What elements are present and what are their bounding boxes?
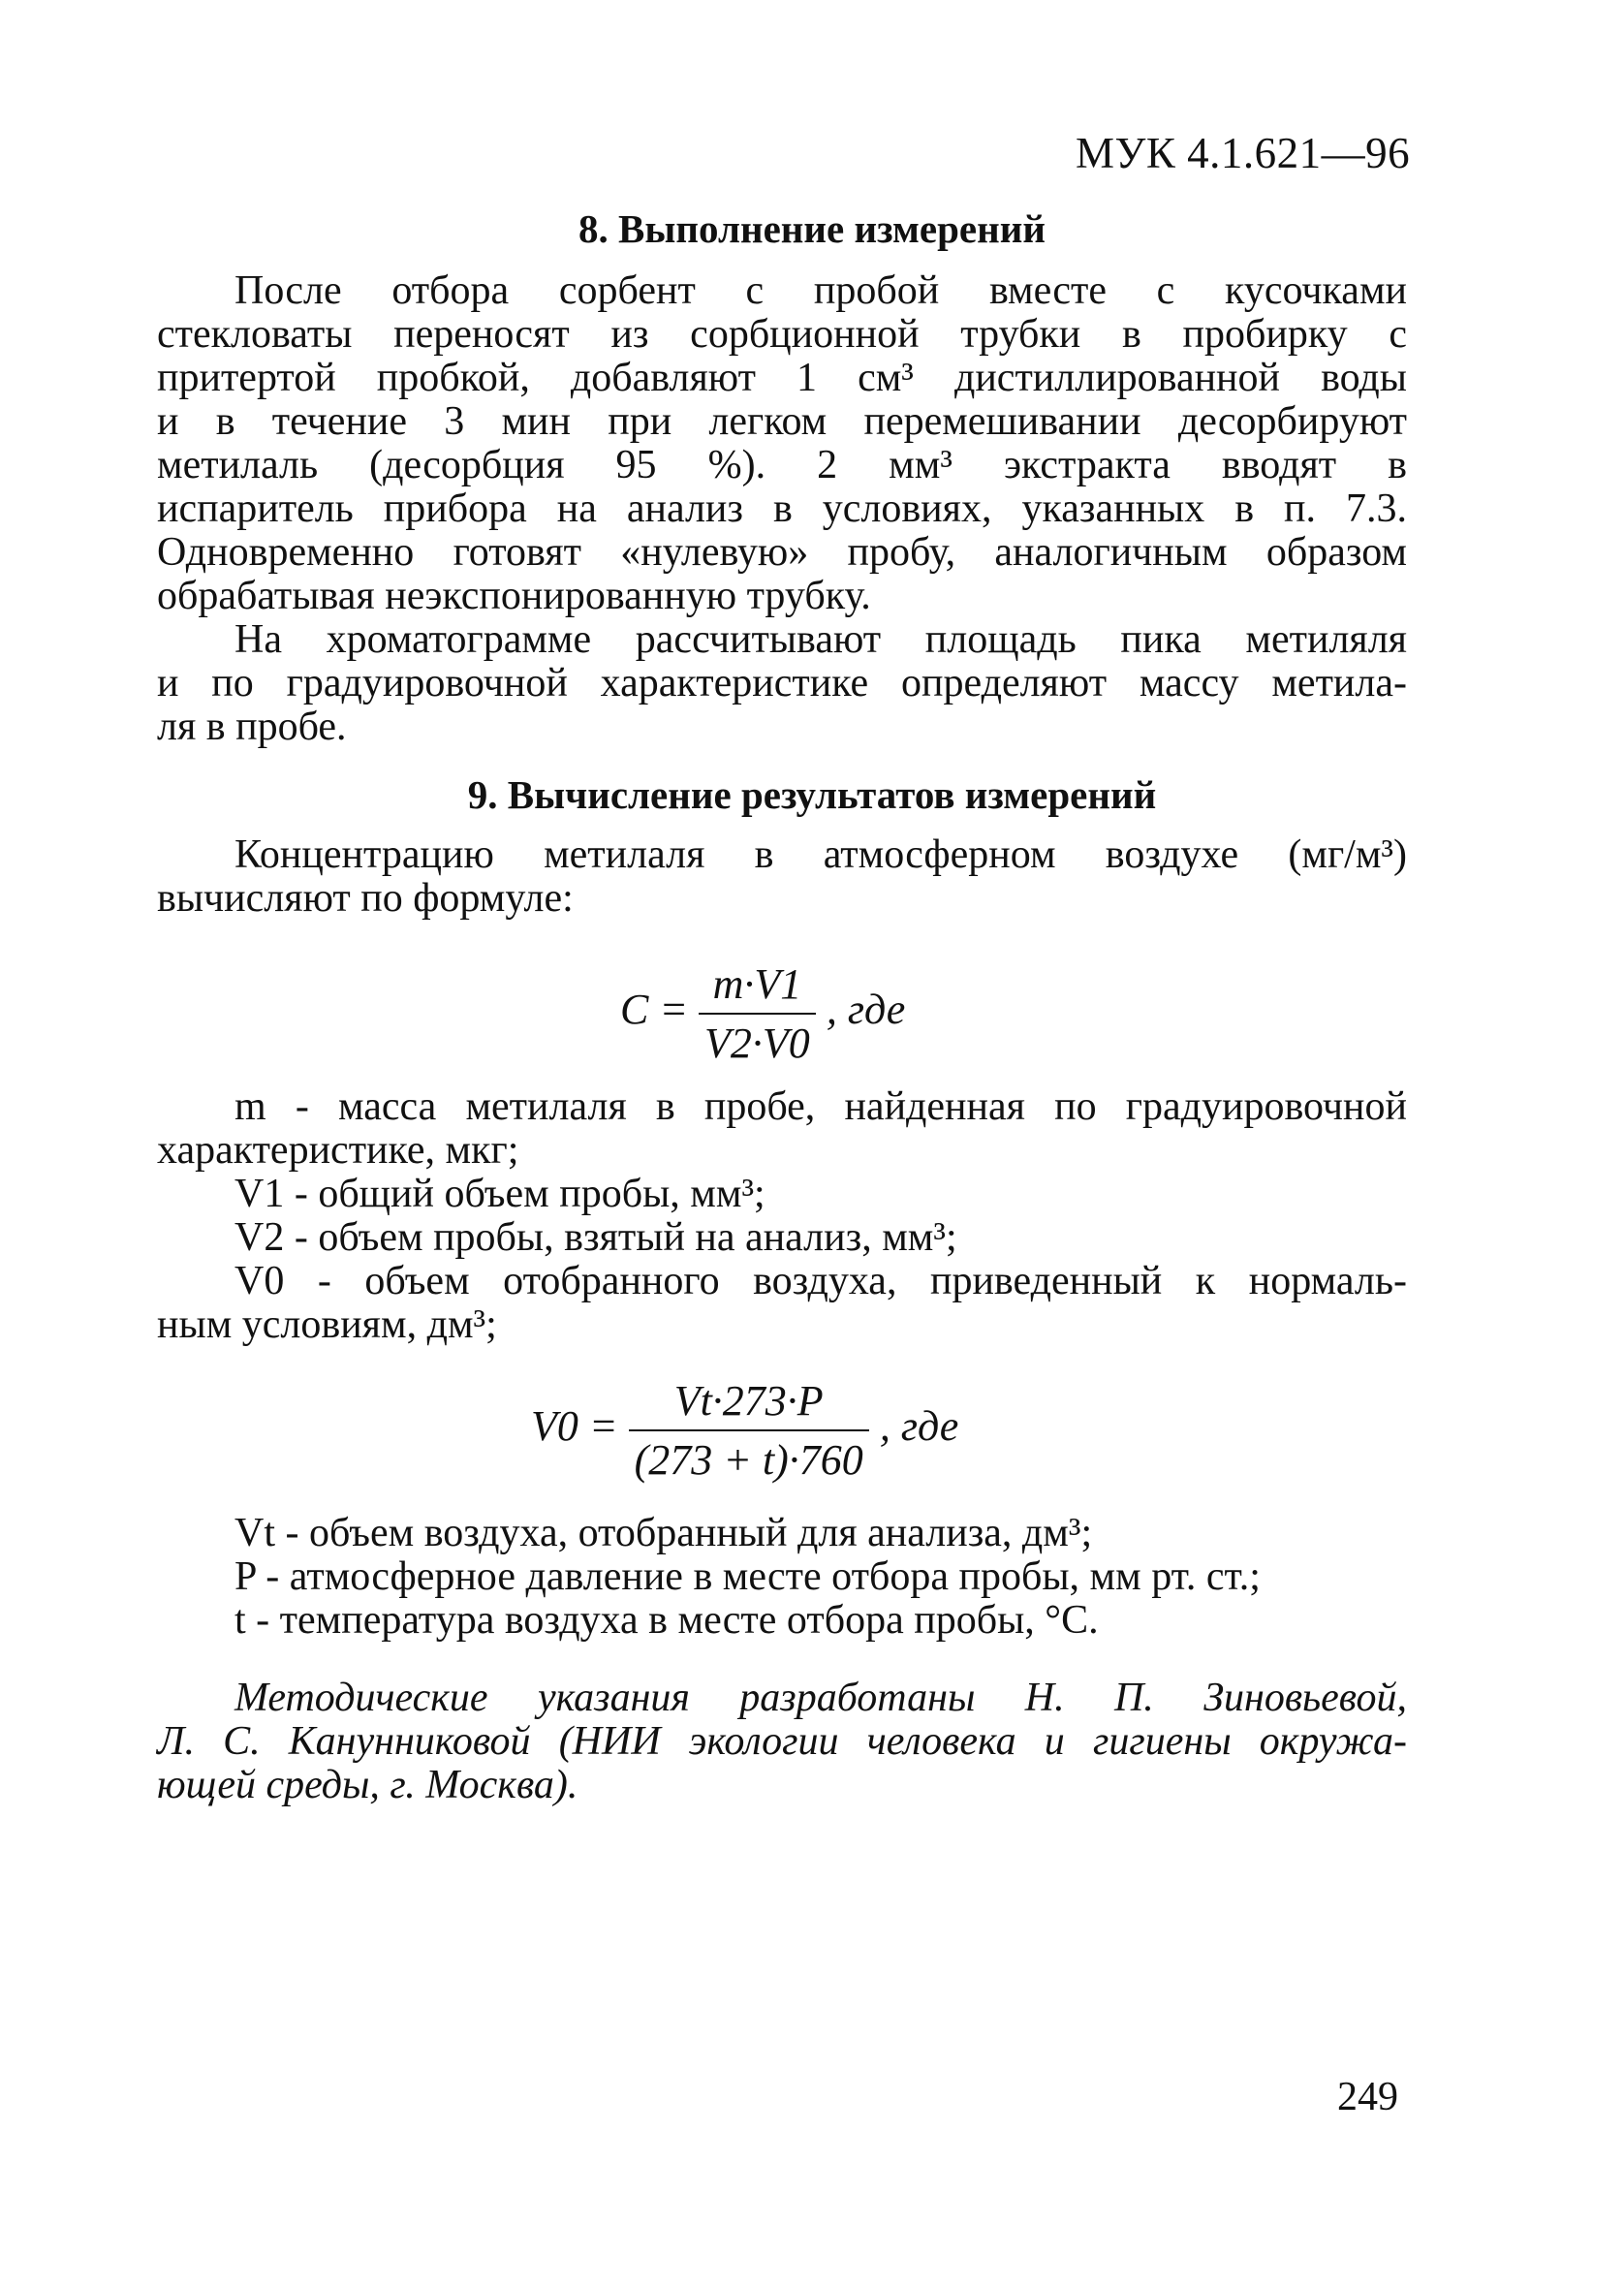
- footer-line: Л. С. Канунниковой (НИИ экологии человека и гигиены окружа-: [157, 1719, 1407, 1764]
- section-8-paragraph-1: [157, 269, 1407, 618]
- formula-denominator: (273 + t)·760: [634, 1436, 863, 1484]
- definition-line: V1 - общий объем пробы, мм³;: [234, 1172, 765, 1216]
- page-number: 249: [1337, 2075, 1398, 2119]
- text-line: вычисляют по формуле:: [157, 876, 574, 921]
- definition-line: ным условиям, дм³;: [157, 1302, 497, 1347]
- definition-line: m - масса метилаля в пробе, найденная по градуировочной: [234, 1084, 1407, 1129]
- definition-line: V0 - объем отобранного воздуха, приведенный к нормаль-: [234, 1259, 1407, 1303]
- formula-lhs: C =: [620, 986, 689, 1034]
- text-line: притертой пробкой, добавляют 1 см³ дистиллированной воды: [157, 356, 1407, 400]
- footer-line: ющей среды, г. Москва).: [157, 1763, 578, 1807]
- formula-lhs: V0 =: [531, 1402, 618, 1451]
- text-line: испаритель прибора на анализ в условиях, указанных в п. 7.3.: [157, 486, 1407, 531]
- section-8-paragraph-2: [157, 618, 1407, 749]
- section-9-title: 9. Вычисление результатов измерений: [467, 772, 1157, 817]
- formula-numerator: m·V1: [699, 959, 816, 1015]
- formula-fraction: [699, 959, 816, 1068]
- formula-fraction: [629, 1376, 869, 1485]
- formula-2-definitions: [157, 1512, 1407, 1643]
- formula-denominator: V2·V0: [704, 1019, 810, 1067]
- document-code: МУК 4.1.621—96: [1076, 129, 1411, 177]
- authors-note: [157, 1677, 1407, 1807]
- section-8-title: 8. Выполнение измерений: [578, 206, 1046, 251]
- definition-line: t - температура воздуха в месте отбора пробы, °С.: [234, 1598, 1099, 1643]
- text-line: метилаль (десорбция 95 %). 2 мм³ экстракта вводят в: [157, 443, 1407, 487]
- text-line: и в течение 3 мин при легком перемешивании десорбируют: [157, 399, 1407, 444]
- definition-line: Vt - объем воздуха, отобранный для анализа, дм³;: [234, 1511, 1093, 1555]
- text-line: ля в пробе.: [157, 705, 347, 749]
- formula-suffix: , где: [826, 986, 906, 1034]
- text-line: На хроматограмме рассчитывают площадь пика метиляля: [234, 617, 1407, 662]
- definition-line: P - атмосферное давление в месте отбора пробы, мм рт. ст.;: [234, 1554, 1261, 1599]
- text-line: Одновременно готовят «нулевую» пробу, аналогичным образом: [157, 530, 1407, 575]
- volume-formula: [531, 1376, 958, 1485]
- section-9-intro: [157, 833, 1407, 921]
- definition-line: V2 - объем пробы, взятый на анализ, мм³;: [234, 1215, 957, 1260]
- text-line: и по градуировочной характеристике определяют массу метила-: [157, 661, 1407, 706]
- text-line: стекловаты переносят из сорбционной трубки в пробирку с: [157, 312, 1407, 357]
- formula-suffix: , где: [879, 1402, 959, 1451]
- text-line: Концентрацию метилаля в атмосферном воздухе (мг/м³): [234, 832, 1407, 877]
- concentration-formula: [620, 959, 905, 1068]
- formula-1-definitions: [157, 1085, 1407, 1347]
- footer-line: Методические указания разработаны Н. П. Зиновьевой,: [234, 1676, 1407, 1720]
- definition-line: характеристике, мкг;: [157, 1128, 519, 1173]
- text-line: обрабатывая неэкспонированную трубку.: [157, 574, 871, 618]
- text-line: После отбора сорбент с пробой вместе с кусочками: [234, 268, 1407, 313]
- formula-numerator: Vt·273·P: [629, 1376, 869, 1431]
